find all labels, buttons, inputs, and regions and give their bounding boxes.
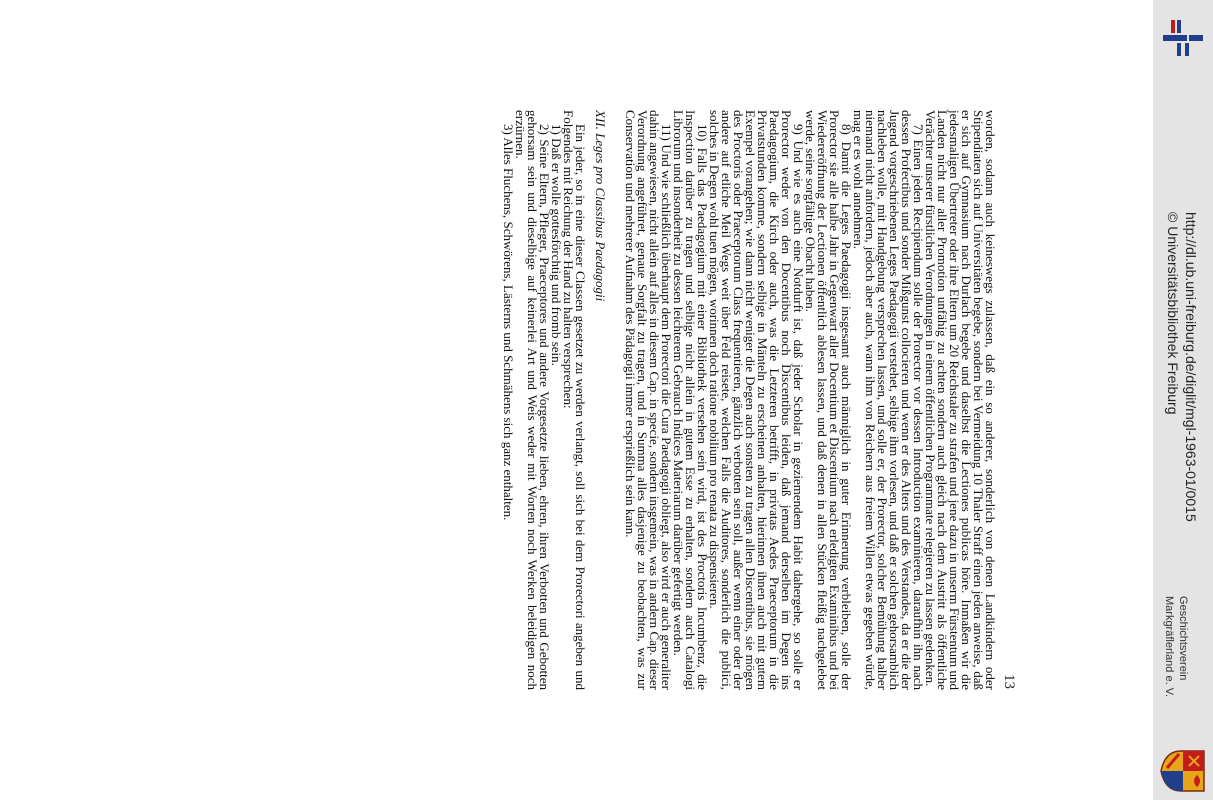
- document-url-link[interactable]: http://dl.ub.uni-freiburg.de/diglit/mgl-1963-01/0015: [1183, 212, 1199, 522]
- paragraph: 7) Einen jeden Recipiendum solle der Prorector vor dessen Introduction examinieren, daraufhin ihn nach dessen Profectibus und sonder Mißgunst collocieren und wenn er des Alters und des Verstandes, da er die der Jugend vorgeschriebenen Leges Paedagogii verstehet, selbige ihm vorlesen, und daß er solchen gehorsamblich nachleben wolle, mit Handgebung versprechen lassen, und solle er, der Prorector, solcher Bemühung halber niemand nicht anfordern, jedoch aber auch, wann ihm von Reichern aus freiem Willen etwas gegeben würde, mag er es wohl annehmen.: [851, 110, 926, 690]
- list-item: 1) Daß er wolle gottesförchtig und fromb sein.: [549, 124, 564, 366]
- copyright-text: © Universitätsbibliothek Freiburg: [1165, 212, 1181, 415]
- paragraph: 9) Und wie es auch eine Notdurft ist, daß jeder Scholar in geziemendem Habit dahergehe, so solle er Prorector weder von den Docentibus noch Discentibus leiden, daß jemand derselben im Degen ins Paedagogium, die Kirch oder auch, was die Letzteren betrifft, in privatas Aedes Praeceptorum in die Privatstunden komme, sondern selbige in Mänteln zu erscheinen anhalten, hierinnen ihnen auch mit gutem Exempel vorangehen; wie dann nicht weniger die Degen auch sonsten zu tragen allen Discentibus, sie mögen des Proctoris oder Praeceptorum Class frequentieren, gänzlich verbotten sein soll, außer wenn einer oder der andere auf etliche Meil Wegs weit über Feld reisete, welchen Falls die Auditores, sonderlich die publici, solches in Degen wohl tuen mögen, worinnen doch ratione nobilium pro renata zu dispensieren.: [707, 110, 806, 690]
- viewer-sidebar: [1153, 0, 1213, 800]
- section-heading: XII. Leges pro Classibus Paedagogii: [593, 110, 608, 302]
- text-column: [221, 110, 996, 690]
- society-name-line2: Markgräflerland e. V.: [1163, 596, 1175, 698]
- dlb-logo-icon[interactable]: [1161, 16, 1205, 60]
- paragraph: 11) Und wie schließlich überhaupt dem Prorectori die Cura Paedagogii obliegt, also wird er auch generaliter dahin angewiesen, nicht allein auf alles in diesem Cap. in specie, sondern insgemein, was in andern Cap. dieser Verordnung angeführet, genaue Sorgfalt zu tragen, und in Summa alles dasjenige zu beobachten, was zur Conservation und mehrerer Aufnahm des Pädagogii immer ersprießlich sein kann.: [623, 110, 674, 690]
- paragraph: 10) Falls das Paedagogium mit einer Bibliothek versehen sein wird, ist des Proctoris Incumbenz, die Inspection darüber zu tragen und selbige nicht allein in gutem Esse zu erhalten, sondern auch Catalogi Librorum und insonderheit zu dessen leichterem Gebrauch Indices Materiarum darüber gefertigt werden.: [671, 110, 710, 690]
- society-name-line1: Geschichtsverein: [1177, 596, 1189, 681]
- text-body: [221, 110, 996, 690]
- coat-of-arms-icon: [1159, 748, 1207, 794]
- list-item: 3) Alles Fluchens, Schwörens, Lästerns und Schmähens sich ganz enthalten.: [501, 124, 516, 521]
- paragraph: worden, sodann auch keineswegs zulassen, daß ein so anderer, sonderlich von denen Landkindern oder Stipendiaten sich auf Universitäten begebe, sondern bei Vermeidung 10 Thaler Straff einen jeden anweise, daß er sich auf Gymnasium nach Durlach begebe und daselbst die Lectiones publicas höre. Inmaßen wir die jedesmaligen Übertreter oder ihre Eltern um 20 Reichstaler zu strafen und jene dazu in unserm Fürstentum und Landen nicht nur aller Promotion unfähig zu achten sondern auch gleich nach dem Austritt als öffentliche Verächter unserer fürstlichen Verordnungen in einem öffentlichen Programmate relegieren zu lassen gedenken.: [923, 110, 998, 690]
- page-number: 13: [1001, 674, 1017, 689]
- list-item: 2) Seine Eltern, Pfleger, Praeceptores und andere Vorgesetzte lieben, ehren, ihren Verbotten und Gebotten gehorsam sein und dieselbige auf keinerlei Art und Weis weder mit Worten noch Werken beleidigen noch erzürnen.: [513, 110, 552, 690]
- paragraph: 8) Damit die Leges Paedagogii insgesamt auch männiglich in guter Erinnerung verbleiben, solle der Prorector sie alle halbe Jahr in Gegenwart aller Docentium et Discentium nach erledigten Examinibus und bei Wiedereröffnung der Lectionen öffentlich ablesen lassen, und daß denen in allen Stücken fleißig nachgelebet werde, seine sorgfältige Obacht haben.: [803, 110, 854, 690]
- section-intro: Ein jeder, so in eine dieser Classen gesetzet zu werden verlangt, soll sich bei dem Prorectori angeben und Folgendes mit Reichung der Hand zu halten versprechen:: [561, 110, 588, 690]
